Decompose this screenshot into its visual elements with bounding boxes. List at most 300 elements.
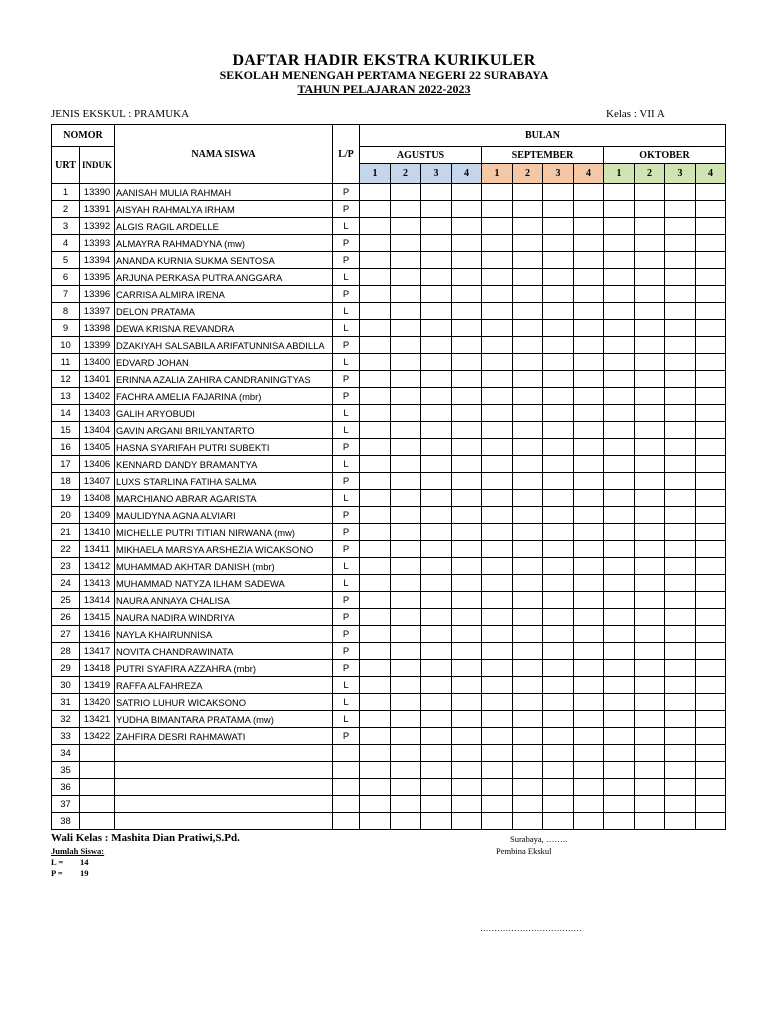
attendance-cell[interactable] bbox=[482, 201, 513, 218]
attendance-cell[interactable] bbox=[543, 337, 574, 354]
attendance-cell[interactable] bbox=[391, 677, 421, 694]
attendance-cell[interactable] bbox=[665, 354, 696, 371]
attendance-cell[interactable] bbox=[360, 286, 391, 303]
attendance-cell[interactable] bbox=[482, 524, 513, 541]
attendance-cell[interactable] bbox=[513, 575, 543, 592]
attendance-cell[interactable] bbox=[635, 252, 665, 269]
attendance-cell[interactable] bbox=[360, 235, 391, 252]
attendance-cell[interactable] bbox=[665, 592, 696, 609]
attendance-cell[interactable] bbox=[604, 558, 635, 575]
attendance-cell[interactable] bbox=[421, 405, 452, 422]
attendance-cell[interactable] bbox=[696, 269, 726, 286]
attendance-cell[interactable] bbox=[635, 371, 665, 388]
attendance-cell[interactable] bbox=[665, 541, 696, 558]
attendance-cell[interactable] bbox=[452, 728, 482, 745]
attendance-cell[interactable] bbox=[360, 609, 391, 626]
attendance-cell[interactable] bbox=[574, 269, 604, 286]
attendance-cell[interactable] bbox=[421, 813, 452, 830]
attendance-cell[interactable] bbox=[696, 626, 726, 643]
attendance-cell[interactable] bbox=[604, 218, 635, 235]
attendance-cell[interactable] bbox=[482, 269, 513, 286]
attendance-cell[interactable] bbox=[421, 694, 452, 711]
attendance-cell[interactable] bbox=[696, 575, 726, 592]
attendance-cell[interactable] bbox=[513, 711, 543, 728]
attendance-cell[interactable] bbox=[513, 303, 543, 320]
attendance-cell[interactable] bbox=[696, 286, 726, 303]
attendance-cell[interactable] bbox=[513, 609, 543, 626]
attendance-cell[interactable] bbox=[604, 422, 635, 439]
attendance-cell[interactable] bbox=[421, 626, 452, 643]
attendance-cell[interactable] bbox=[391, 541, 421, 558]
attendance-cell[interactable] bbox=[604, 694, 635, 711]
attendance-cell[interactable] bbox=[604, 439, 635, 456]
attendance-cell[interactable] bbox=[360, 473, 391, 490]
attendance-cell[interactable] bbox=[574, 762, 604, 779]
attendance-cell[interactable] bbox=[574, 694, 604, 711]
attendance-cell[interactable] bbox=[482, 677, 513, 694]
attendance-cell[interactable] bbox=[604, 779, 635, 796]
attendance-cell[interactable] bbox=[665, 813, 696, 830]
attendance-cell[interactable] bbox=[482, 728, 513, 745]
attendance-cell[interactable] bbox=[696, 201, 726, 218]
attendance-cell[interactable] bbox=[604, 337, 635, 354]
attendance-cell[interactable] bbox=[513, 728, 543, 745]
attendance-cell[interactable] bbox=[543, 184, 574, 201]
attendance-cell[interactable] bbox=[543, 286, 574, 303]
attendance-cell[interactable] bbox=[635, 218, 665, 235]
attendance-cell[interactable] bbox=[452, 745, 482, 762]
attendance-cell[interactable] bbox=[391, 439, 421, 456]
attendance-cell[interactable] bbox=[574, 456, 604, 473]
attendance-cell[interactable] bbox=[543, 558, 574, 575]
attendance-cell[interactable] bbox=[452, 303, 482, 320]
attendance-cell[interactable] bbox=[543, 235, 574, 252]
attendance-cell[interactable] bbox=[391, 252, 421, 269]
attendance-cell[interactable] bbox=[635, 711, 665, 728]
attendance-cell[interactable] bbox=[421, 439, 452, 456]
attendance-cell[interactable] bbox=[696, 779, 726, 796]
attendance-cell[interactable] bbox=[543, 728, 574, 745]
attendance-cell[interactable] bbox=[452, 507, 482, 524]
attendance-cell[interactable] bbox=[604, 354, 635, 371]
attendance-cell[interactable] bbox=[543, 609, 574, 626]
attendance-cell[interactable] bbox=[635, 422, 665, 439]
attendance-cell[interactable] bbox=[513, 218, 543, 235]
attendance-cell[interactable] bbox=[360, 439, 391, 456]
attendance-cell[interactable] bbox=[421, 728, 452, 745]
attendance-cell[interactable] bbox=[452, 422, 482, 439]
attendance-cell[interactable] bbox=[482, 796, 513, 813]
attendance-cell[interactable] bbox=[604, 677, 635, 694]
attendance-cell[interactable] bbox=[421, 575, 452, 592]
attendance-cell[interactable] bbox=[391, 473, 421, 490]
attendance-cell[interactable] bbox=[635, 779, 665, 796]
attendance-cell[interactable] bbox=[360, 388, 391, 405]
attendance-cell[interactable] bbox=[482, 320, 513, 337]
attendance-cell[interactable] bbox=[574, 371, 604, 388]
attendance-cell[interactable] bbox=[360, 779, 391, 796]
attendance-cell[interactable] bbox=[604, 286, 635, 303]
attendance-cell[interactable] bbox=[360, 422, 391, 439]
attendance-cell[interactable] bbox=[513, 677, 543, 694]
attendance-cell[interactable] bbox=[360, 677, 391, 694]
attendance-cell[interactable] bbox=[391, 201, 421, 218]
attendance-cell[interactable] bbox=[635, 269, 665, 286]
attendance-cell[interactable] bbox=[452, 439, 482, 456]
attendance-cell[interactable] bbox=[421, 660, 452, 677]
attendance-cell[interactable] bbox=[513, 762, 543, 779]
attendance-cell[interactable] bbox=[543, 218, 574, 235]
attendance-cell[interactable] bbox=[513, 813, 543, 830]
attendance-cell[interactable] bbox=[604, 405, 635, 422]
attendance-cell[interactable] bbox=[391, 643, 421, 660]
attendance-cell[interactable] bbox=[421, 371, 452, 388]
attendance-cell[interactable] bbox=[665, 371, 696, 388]
attendance-cell[interactable] bbox=[635, 609, 665, 626]
attendance-cell[interactable] bbox=[696, 677, 726, 694]
attendance-cell[interactable] bbox=[360, 320, 391, 337]
attendance-cell[interactable] bbox=[452, 473, 482, 490]
attendance-cell[interactable] bbox=[574, 643, 604, 660]
attendance-cell[interactable] bbox=[513, 235, 543, 252]
attendance-cell[interactable] bbox=[452, 218, 482, 235]
attendance-cell[interactable] bbox=[421, 388, 452, 405]
attendance-cell[interactable] bbox=[360, 558, 391, 575]
attendance-cell[interactable] bbox=[604, 269, 635, 286]
attendance-cell[interactable] bbox=[391, 354, 421, 371]
attendance-cell[interactable] bbox=[543, 779, 574, 796]
attendance-cell[interactable] bbox=[696, 439, 726, 456]
attendance-cell[interactable] bbox=[604, 320, 635, 337]
attendance-cell[interactable] bbox=[696, 490, 726, 507]
attendance-cell[interactable] bbox=[391, 575, 421, 592]
attendance-cell[interactable] bbox=[452, 184, 482, 201]
attendance-cell[interactable] bbox=[391, 558, 421, 575]
attendance-cell[interactable] bbox=[452, 592, 482, 609]
attendance-cell[interactable] bbox=[604, 524, 635, 541]
attendance-cell[interactable] bbox=[482, 660, 513, 677]
attendance-cell[interactable] bbox=[635, 388, 665, 405]
attendance-cell[interactable] bbox=[391, 796, 421, 813]
attendance-cell[interactable] bbox=[513, 456, 543, 473]
attendance-cell[interactable] bbox=[513, 558, 543, 575]
attendance-cell[interactable] bbox=[391, 745, 421, 762]
attendance-cell[interactable] bbox=[360, 541, 391, 558]
attendance-cell[interactable] bbox=[604, 796, 635, 813]
attendance-cell[interactable] bbox=[574, 388, 604, 405]
attendance-cell[interactable] bbox=[635, 439, 665, 456]
attendance-cell[interactable] bbox=[696, 711, 726, 728]
attendance-cell[interactable] bbox=[452, 541, 482, 558]
attendance-cell[interactable] bbox=[421, 473, 452, 490]
attendance-cell[interactable] bbox=[391, 694, 421, 711]
attendance-cell[interactable] bbox=[574, 558, 604, 575]
attendance-cell[interactable] bbox=[482, 762, 513, 779]
attendance-cell[interactable] bbox=[421, 286, 452, 303]
attendance-cell[interactable] bbox=[696, 813, 726, 830]
attendance-cell[interactable] bbox=[421, 524, 452, 541]
attendance-cell[interactable] bbox=[574, 473, 604, 490]
attendance-cell[interactable] bbox=[696, 354, 726, 371]
attendance-cell[interactable] bbox=[543, 201, 574, 218]
attendance-cell[interactable] bbox=[482, 354, 513, 371]
attendance-cell[interactable] bbox=[452, 235, 482, 252]
attendance-cell[interactable] bbox=[360, 660, 391, 677]
attendance-cell[interactable] bbox=[543, 660, 574, 677]
attendance-cell[interactable] bbox=[696, 558, 726, 575]
attendance-cell[interactable] bbox=[574, 320, 604, 337]
attendance-cell[interactable] bbox=[543, 269, 574, 286]
attendance-cell[interactable] bbox=[543, 694, 574, 711]
attendance-cell[interactable] bbox=[665, 694, 696, 711]
attendance-cell[interactable] bbox=[482, 626, 513, 643]
attendance-cell[interactable] bbox=[421, 354, 452, 371]
attendance-cell[interactable] bbox=[665, 779, 696, 796]
attendance-cell[interactable] bbox=[482, 252, 513, 269]
attendance-cell[interactable] bbox=[513, 337, 543, 354]
attendance-cell[interactable] bbox=[635, 405, 665, 422]
attendance-cell[interactable] bbox=[635, 660, 665, 677]
attendance-cell[interactable] bbox=[543, 388, 574, 405]
attendance-cell[interactable] bbox=[665, 524, 696, 541]
attendance-cell[interactable] bbox=[421, 422, 452, 439]
attendance-cell[interactable] bbox=[574, 218, 604, 235]
attendance-cell[interactable] bbox=[574, 235, 604, 252]
attendance-cell[interactable] bbox=[482, 592, 513, 609]
attendance-cell[interactable] bbox=[360, 524, 391, 541]
attendance-cell[interactable] bbox=[635, 320, 665, 337]
attendance-cell[interactable] bbox=[482, 371, 513, 388]
attendance-cell[interactable] bbox=[452, 524, 482, 541]
attendance-cell[interactable] bbox=[360, 218, 391, 235]
attendance-cell[interactable] bbox=[665, 456, 696, 473]
attendance-cell[interactable] bbox=[696, 218, 726, 235]
attendance-cell[interactable] bbox=[421, 184, 452, 201]
attendance-cell[interactable] bbox=[360, 371, 391, 388]
attendance-cell[interactable] bbox=[421, 762, 452, 779]
attendance-cell[interactable] bbox=[604, 728, 635, 745]
attendance-cell[interactable] bbox=[421, 796, 452, 813]
attendance-cell[interactable] bbox=[391, 813, 421, 830]
attendance-cell[interactable] bbox=[482, 286, 513, 303]
attendance-cell[interactable] bbox=[513, 643, 543, 660]
attendance-cell[interactable] bbox=[482, 303, 513, 320]
attendance-cell[interactable] bbox=[452, 609, 482, 626]
attendance-cell[interactable] bbox=[360, 354, 391, 371]
attendance-cell[interactable] bbox=[696, 252, 726, 269]
attendance-cell[interactable] bbox=[391, 609, 421, 626]
attendance-cell[interactable] bbox=[360, 184, 391, 201]
attendance-cell[interactable] bbox=[574, 422, 604, 439]
attendance-cell[interactable] bbox=[635, 592, 665, 609]
attendance-cell[interactable] bbox=[604, 592, 635, 609]
attendance-cell[interactable] bbox=[543, 813, 574, 830]
attendance-cell[interactable] bbox=[391, 626, 421, 643]
attendance-cell[interactable] bbox=[543, 541, 574, 558]
attendance-cell[interactable] bbox=[360, 745, 391, 762]
attendance-cell[interactable] bbox=[696, 609, 726, 626]
attendance-cell[interactable] bbox=[452, 269, 482, 286]
attendance-cell[interactable] bbox=[604, 745, 635, 762]
attendance-cell[interactable] bbox=[543, 643, 574, 660]
attendance-cell[interactable] bbox=[360, 575, 391, 592]
attendance-cell[interactable] bbox=[452, 388, 482, 405]
attendance-cell[interactable] bbox=[635, 184, 665, 201]
attendance-cell[interactable] bbox=[604, 609, 635, 626]
attendance-cell[interactable] bbox=[665, 303, 696, 320]
attendance-cell[interactable] bbox=[665, 728, 696, 745]
attendance-cell[interactable] bbox=[452, 201, 482, 218]
attendance-cell[interactable] bbox=[421, 592, 452, 609]
attendance-cell[interactable] bbox=[635, 728, 665, 745]
attendance-cell[interactable] bbox=[696, 728, 726, 745]
attendance-cell[interactable] bbox=[543, 405, 574, 422]
attendance-cell[interactable] bbox=[543, 507, 574, 524]
attendance-cell[interactable] bbox=[696, 388, 726, 405]
attendance-cell[interactable] bbox=[543, 371, 574, 388]
attendance-cell[interactable] bbox=[421, 201, 452, 218]
attendance-cell[interactable] bbox=[696, 524, 726, 541]
attendance-cell[interactable] bbox=[574, 303, 604, 320]
attendance-cell[interactable] bbox=[665, 269, 696, 286]
attendance-cell[interactable] bbox=[513, 524, 543, 541]
attendance-cell[interactable] bbox=[452, 660, 482, 677]
attendance-cell[interactable] bbox=[513, 541, 543, 558]
attendance-cell[interactable] bbox=[452, 286, 482, 303]
attendance-cell[interactable] bbox=[574, 184, 604, 201]
attendance-cell[interactable] bbox=[574, 490, 604, 507]
attendance-cell[interactable] bbox=[360, 252, 391, 269]
attendance-cell[interactable] bbox=[513, 371, 543, 388]
attendance-cell[interactable] bbox=[391, 218, 421, 235]
attendance-cell[interactable] bbox=[391, 660, 421, 677]
attendance-cell[interactable] bbox=[604, 371, 635, 388]
attendance-cell[interactable] bbox=[391, 405, 421, 422]
attendance-cell[interactable] bbox=[604, 660, 635, 677]
attendance-cell[interactable] bbox=[543, 354, 574, 371]
attendance-cell[interactable] bbox=[360, 626, 391, 643]
attendance-cell[interactable] bbox=[513, 490, 543, 507]
attendance-cell[interactable] bbox=[513, 745, 543, 762]
attendance-cell[interactable] bbox=[360, 405, 391, 422]
attendance-cell[interactable] bbox=[604, 252, 635, 269]
attendance-cell[interactable] bbox=[513, 184, 543, 201]
attendance-cell[interactable] bbox=[665, 558, 696, 575]
attendance-cell[interactable] bbox=[482, 813, 513, 830]
attendance-cell[interactable] bbox=[665, 490, 696, 507]
attendance-cell[interactable] bbox=[635, 303, 665, 320]
attendance-cell[interactable] bbox=[635, 626, 665, 643]
attendance-cell[interactable] bbox=[391, 235, 421, 252]
attendance-cell[interactable] bbox=[574, 677, 604, 694]
attendance-cell[interactable] bbox=[665, 507, 696, 524]
attendance-cell[interactable] bbox=[604, 184, 635, 201]
attendance-cell[interactable] bbox=[665, 473, 696, 490]
attendance-cell[interactable] bbox=[452, 252, 482, 269]
attendance-cell[interactable] bbox=[665, 184, 696, 201]
attendance-cell[interactable] bbox=[360, 201, 391, 218]
attendance-cell[interactable] bbox=[482, 711, 513, 728]
attendance-cell[interactable] bbox=[391, 592, 421, 609]
attendance-cell[interactable] bbox=[635, 694, 665, 711]
attendance-cell[interactable] bbox=[391, 371, 421, 388]
attendance-cell[interactable] bbox=[574, 592, 604, 609]
attendance-cell[interactable] bbox=[574, 286, 604, 303]
attendance-cell[interactable] bbox=[696, 643, 726, 660]
attendance-cell[interactable] bbox=[696, 303, 726, 320]
attendance-cell[interactable] bbox=[635, 558, 665, 575]
attendance-cell[interactable] bbox=[452, 371, 482, 388]
attendance-cell[interactable] bbox=[635, 796, 665, 813]
attendance-cell[interactable] bbox=[665, 762, 696, 779]
attendance-cell[interactable] bbox=[665, 286, 696, 303]
attendance-cell[interactable] bbox=[665, 439, 696, 456]
attendance-cell[interactable] bbox=[452, 337, 482, 354]
attendance-cell[interactable] bbox=[421, 609, 452, 626]
attendance-cell[interactable] bbox=[665, 218, 696, 235]
attendance-cell[interactable] bbox=[513, 473, 543, 490]
attendance-cell[interactable] bbox=[574, 405, 604, 422]
attendance-cell[interactable] bbox=[574, 660, 604, 677]
attendance-cell[interactable] bbox=[604, 626, 635, 643]
attendance-cell[interactable] bbox=[452, 320, 482, 337]
attendance-cell[interactable] bbox=[543, 762, 574, 779]
attendance-cell[interactable] bbox=[391, 388, 421, 405]
attendance-cell[interactable] bbox=[513, 320, 543, 337]
attendance-cell[interactable] bbox=[482, 422, 513, 439]
attendance-cell[interactable] bbox=[696, 762, 726, 779]
attendance-cell[interactable] bbox=[360, 456, 391, 473]
attendance-cell[interactable] bbox=[665, 643, 696, 660]
attendance-cell[interactable] bbox=[665, 235, 696, 252]
attendance-cell[interactable] bbox=[696, 337, 726, 354]
attendance-cell[interactable] bbox=[635, 813, 665, 830]
attendance-cell[interactable] bbox=[360, 796, 391, 813]
attendance-cell[interactable] bbox=[421, 456, 452, 473]
attendance-cell[interactable] bbox=[482, 456, 513, 473]
attendance-cell[interactable] bbox=[360, 269, 391, 286]
attendance-cell[interactable] bbox=[482, 575, 513, 592]
attendance-cell[interactable] bbox=[543, 677, 574, 694]
attendance-cell[interactable] bbox=[360, 762, 391, 779]
attendance-cell[interactable] bbox=[513, 507, 543, 524]
attendance-cell[interactable] bbox=[421, 320, 452, 337]
attendance-cell[interactable] bbox=[665, 388, 696, 405]
attendance-cell[interactable] bbox=[574, 337, 604, 354]
attendance-cell[interactable] bbox=[421, 337, 452, 354]
attendance-cell[interactable] bbox=[604, 762, 635, 779]
attendance-cell[interactable] bbox=[574, 779, 604, 796]
attendance-cell[interactable] bbox=[513, 592, 543, 609]
attendance-cell[interactable] bbox=[665, 320, 696, 337]
attendance-cell[interactable] bbox=[360, 303, 391, 320]
attendance-cell[interactable] bbox=[421, 235, 452, 252]
attendance-cell[interactable] bbox=[391, 728, 421, 745]
attendance-cell[interactable] bbox=[635, 354, 665, 371]
attendance-cell[interactable] bbox=[391, 711, 421, 728]
attendance-cell[interactable] bbox=[635, 490, 665, 507]
attendance-cell[interactable] bbox=[391, 456, 421, 473]
attendance-cell[interactable] bbox=[604, 813, 635, 830]
attendance-cell[interactable] bbox=[543, 473, 574, 490]
attendance-cell[interactable] bbox=[635, 643, 665, 660]
attendance-cell[interactable] bbox=[452, 405, 482, 422]
attendance-cell[interactable] bbox=[421, 779, 452, 796]
attendance-cell[interactable] bbox=[391, 762, 421, 779]
attendance-cell[interactable] bbox=[574, 354, 604, 371]
attendance-cell[interactable] bbox=[391, 337, 421, 354]
attendance-cell[interactable] bbox=[574, 201, 604, 218]
